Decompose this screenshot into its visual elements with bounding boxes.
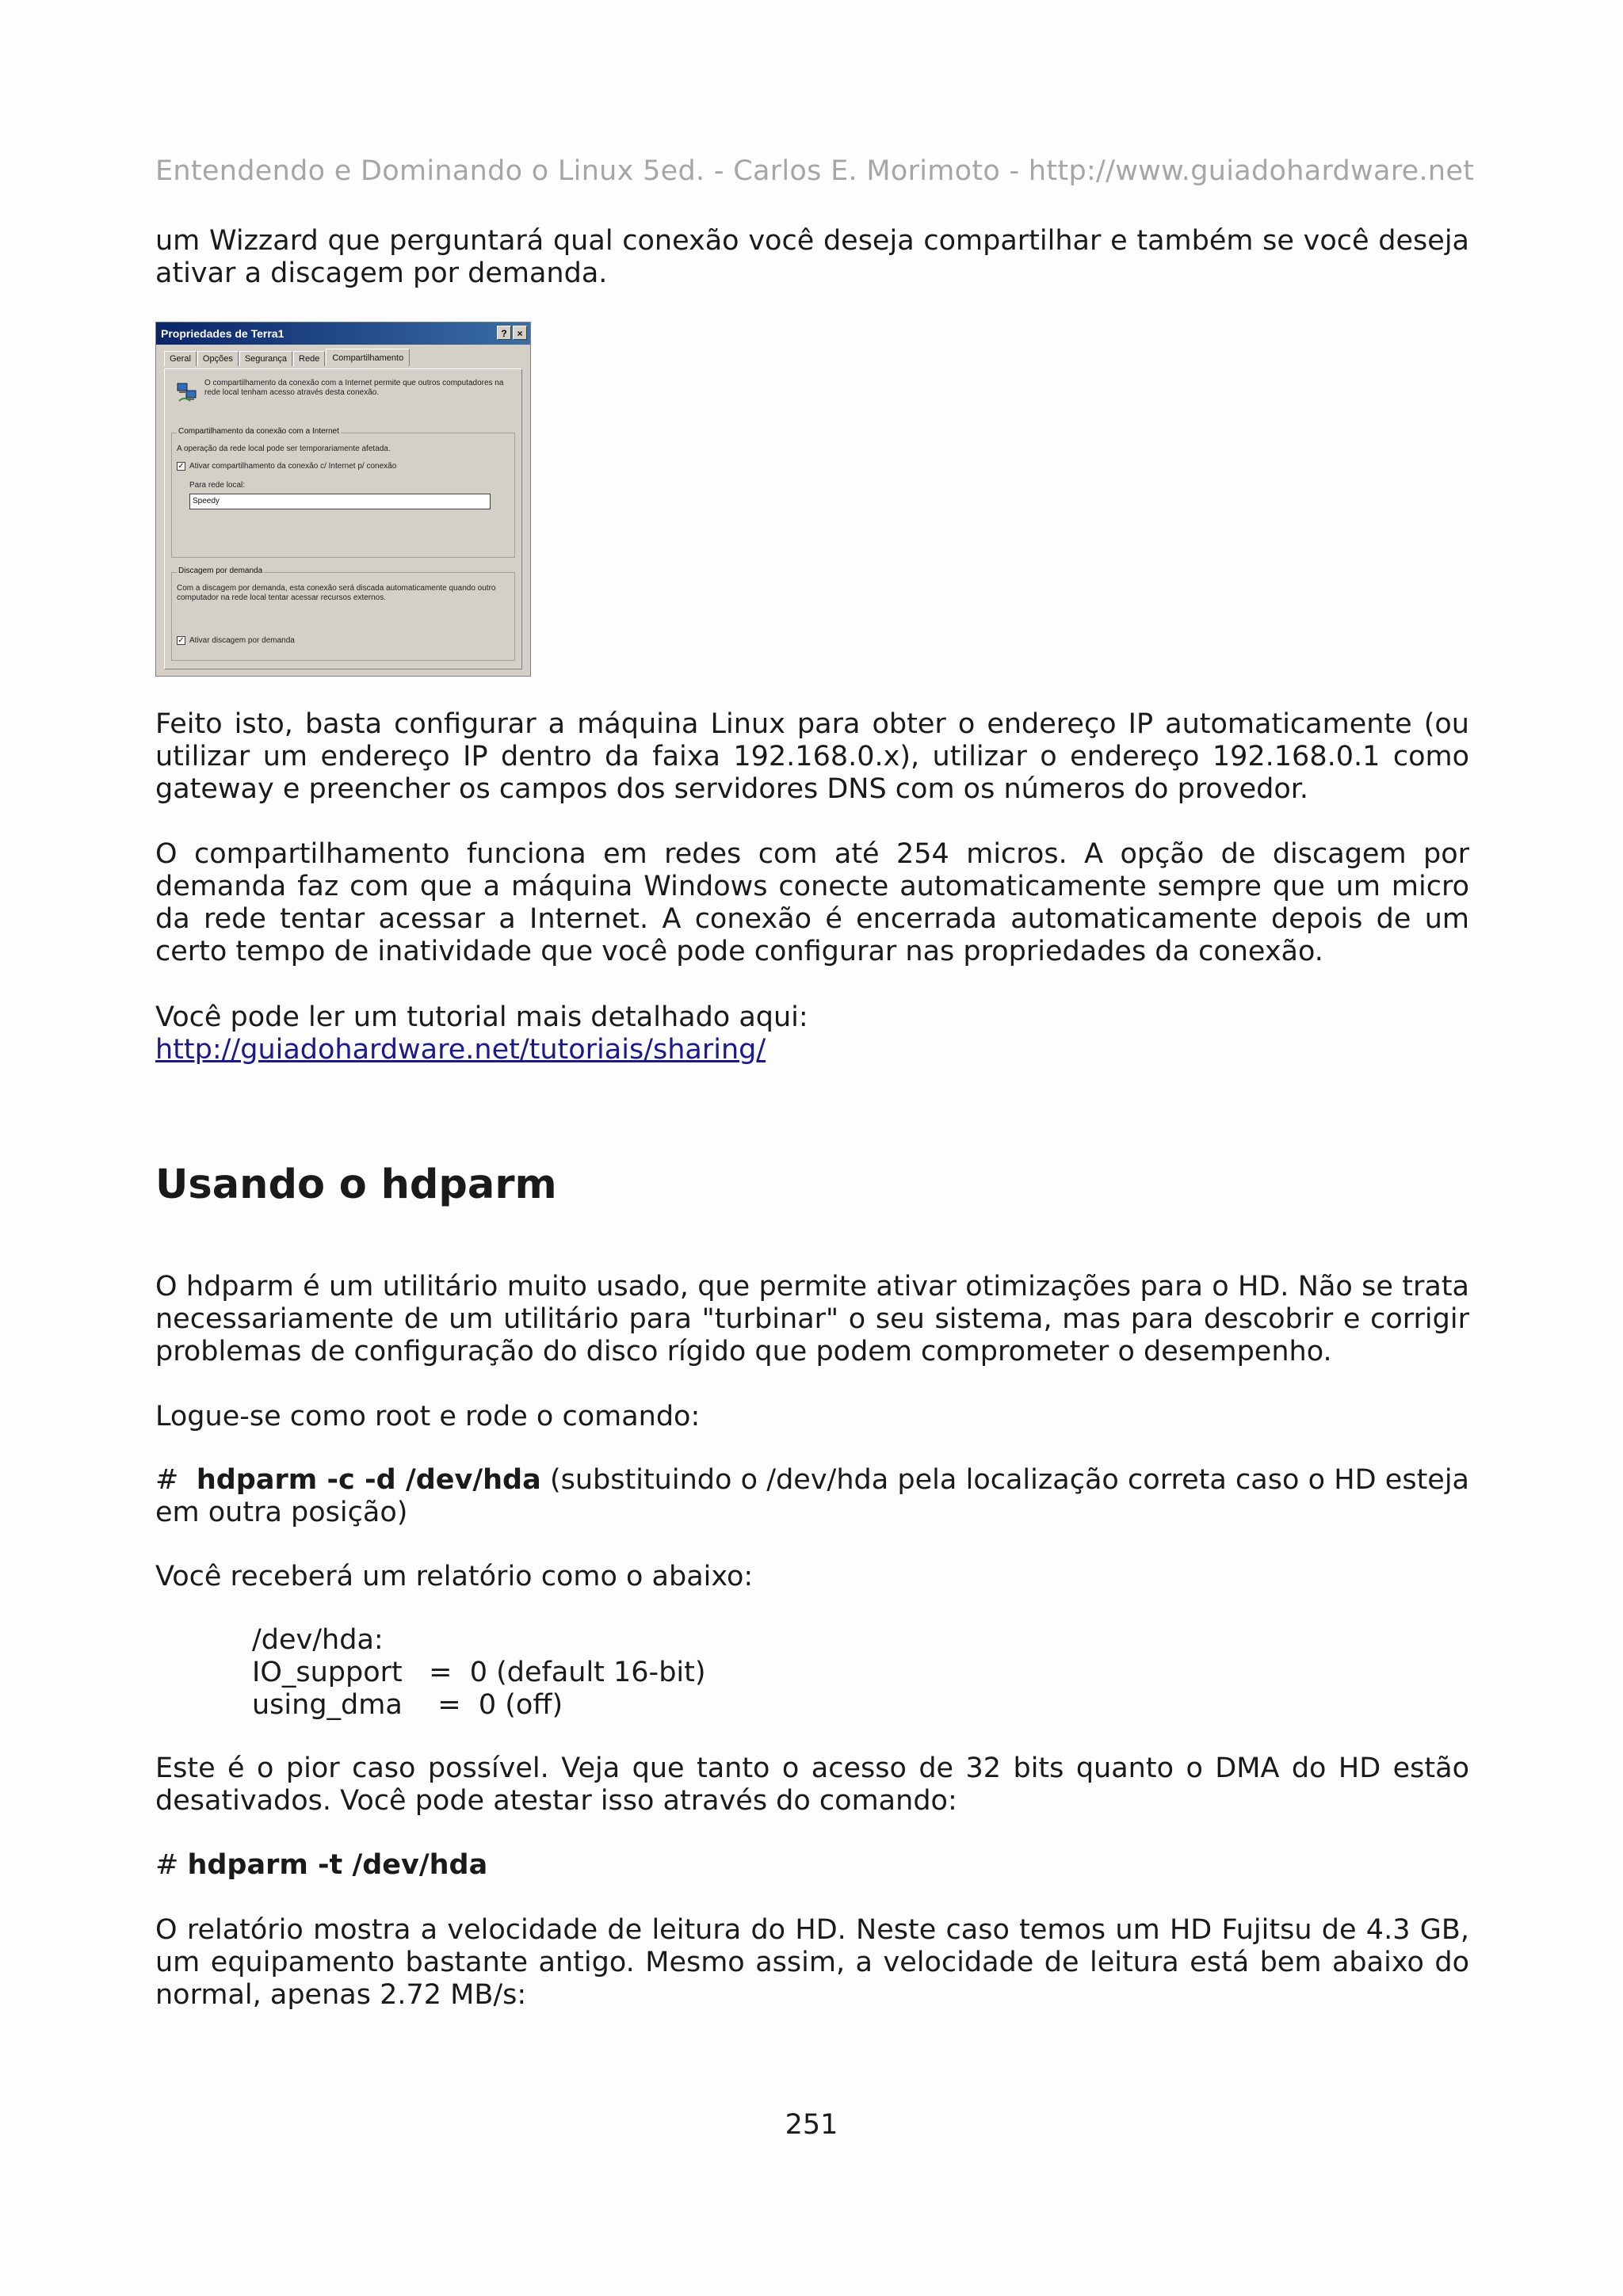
lan-label: Para rede local:	[189, 481, 246, 490]
dialog-title: Propriedades de Terra1	[161, 327, 285, 340]
sharing-dialog-screenshot	[155, 322, 531, 677]
close-button[interactable]: ×	[513, 326, 527, 340]
page-number: 251	[785, 2109, 838, 2141]
paragraph-tutorial	[155, 1001, 1469, 1066]
tab-opcoes[interactable]: Opções	[197, 351, 239, 366]
running-header: Entendendo e Dominando o Linux 5ed. - Carlos E. Morimoto - http://www.guiadohardware.net	[155, 155, 1475, 187]
paragraph-command	[155, 1464, 1469, 1529]
code-line: IO_support = 0 (default 16-bit)	[252, 1657, 706, 1688]
command-note: (substituindo o /dev/hda pela localização correta caso o HD esteja em outra posição)	[155, 1464, 1469, 1528]
paragraph-sharing: O compartilhamento funciona em redes com até 254 micros. A opção de discagem por demanda faz com que a máquina Windows conecte automaticamente sempre que um micro da rede tentar acessar a Internet. A conexão é encerrada automaticamente depois de um certo tempo de inatividade que você pode configurar nas propriedades da conexão.	[155, 838, 1469, 967]
enable-sharing-label: Ativar compartilhamento da conexão c/ Internet p/ conexão	[189, 462, 397, 471]
dialog-titlebar	[156, 322, 530, 345]
paragraph-read-speed: O relatório mostra a velocidade de leitura do HD. Neste caso temos um HD Fujitsu de 4.3 GB, um equipamento bastante antigo. Mesmo assim, a velocidade de leitura está bem abaixo do normal, apenas 2.72 MB/s:	[155, 1914, 1469, 2011]
dial-on-demand-group	[171, 566, 515, 661]
code-line: /dev/hda:	[252, 1624, 384, 1656]
dialog-panel	[164, 368, 522, 669]
command-prefix: #	[155, 1464, 179, 1496]
intro-paragraph: um Wizzard que perguntará qual conexão você deseja compartilhar e também se você deseja ativar a discagem por demanda.	[155, 225, 1469, 289]
command2-prefix: #	[155, 1849, 188, 1881]
paragraph-gateway: Feito isto, basta configurar a máquina Linux para obter o endereço IP automaticamente (ou utilizar um endereço IP dentro da faixa 192.168.0.x), utilizar o endereço 192.168.0.1 como gateway e preencher os campos dos servidores DNS com os números do provedor.	[155, 708, 1469, 805]
dialog-tabs	[164, 351, 411, 366]
tutorial-link[interactable]: http://guiadohardware.net/tutoriais/sharing/	[155, 1034, 766, 1066]
sharing-description: O compartilhamento da conexão com a Internet permite que outros computadores na rede local tenham acesso através desta conexão.	[204, 379, 504, 397]
paragraph-command-2	[155, 1849, 1469, 1882]
enable-dial-label: Ativar discagem por demanda	[189, 636, 295, 645]
dial-on-demand-label: Discagem por demanda	[178, 566, 263, 575]
paragraph-worst-case: Este é o pior caso possível. Veja que tanto o acesso de 32 bits quanto o DMA do HD estão desativados. Você pode atestar isso através do comando:	[155, 1753, 1469, 1817]
sharing-group-label: Compartilhamento da conexão com a Internet	[178, 427, 339, 436]
tab-rede[interactable]: Rede	[293, 351, 325, 366]
enable-dial-checkbox[interactable]: ✓	[178, 636, 185, 645]
dial-on-demand-note: Com a discagem por demanda, esta conexão será discada automaticamente quando outro computador na rede local tentar acessar recursos externos.	[177, 584, 496, 602]
paragraph-report: Você receberá um relatório como o abaixo:	[155, 1561, 754, 1592]
sharing-note: A operação da rede local pode ser temporariamente afetada.	[177, 444, 391, 453]
paragraph-login: Logue-se como root e rode o comando:	[155, 1401, 701, 1432]
tab-seguranca[interactable]: Segurança	[239, 351, 292, 366]
help-button[interactable]: ?	[497, 326, 511, 340]
section-title: Usando o hdparm	[155, 1161, 557, 1208]
command-hdparm-cd: hdparm -c -d /dev/hda	[196, 1464, 541, 1496]
network-connection-icon	[176, 380, 198, 402]
tab-geral[interactable]: Geral	[164, 351, 197, 366]
lan-select[interactable]: Speedy	[189, 494, 491, 509]
tab-compartilhamento[interactable]: Compartilhamento	[326, 349, 410, 366]
command-hdparm-t: hdparm -t /dev/hda	[187, 1849, 488, 1881]
code-line: using_dma = 0 (off)	[252, 1689, 563, 1721]
tutorial-text: Você pode ler um tutorial mais detalhado aqui:	[155, 1001, 808, 1033]
paragraph-hdparm-intro: O hdparm é um utilitário muito usado, que permite ativar otimizações para o HD. Não se trata necessariamente de um utilitário para "turbinar" o seu sistema, mas para descobrir e corrigir problemas de configuração do disco rígido que podem comprometer o desempenho.	[155, 1271, 1469, 1367]
sharing-group	[171, 427, 515, 558]
enable-sharing-checkbox[interactable]: ✓	[178, 462, 185, 471]
